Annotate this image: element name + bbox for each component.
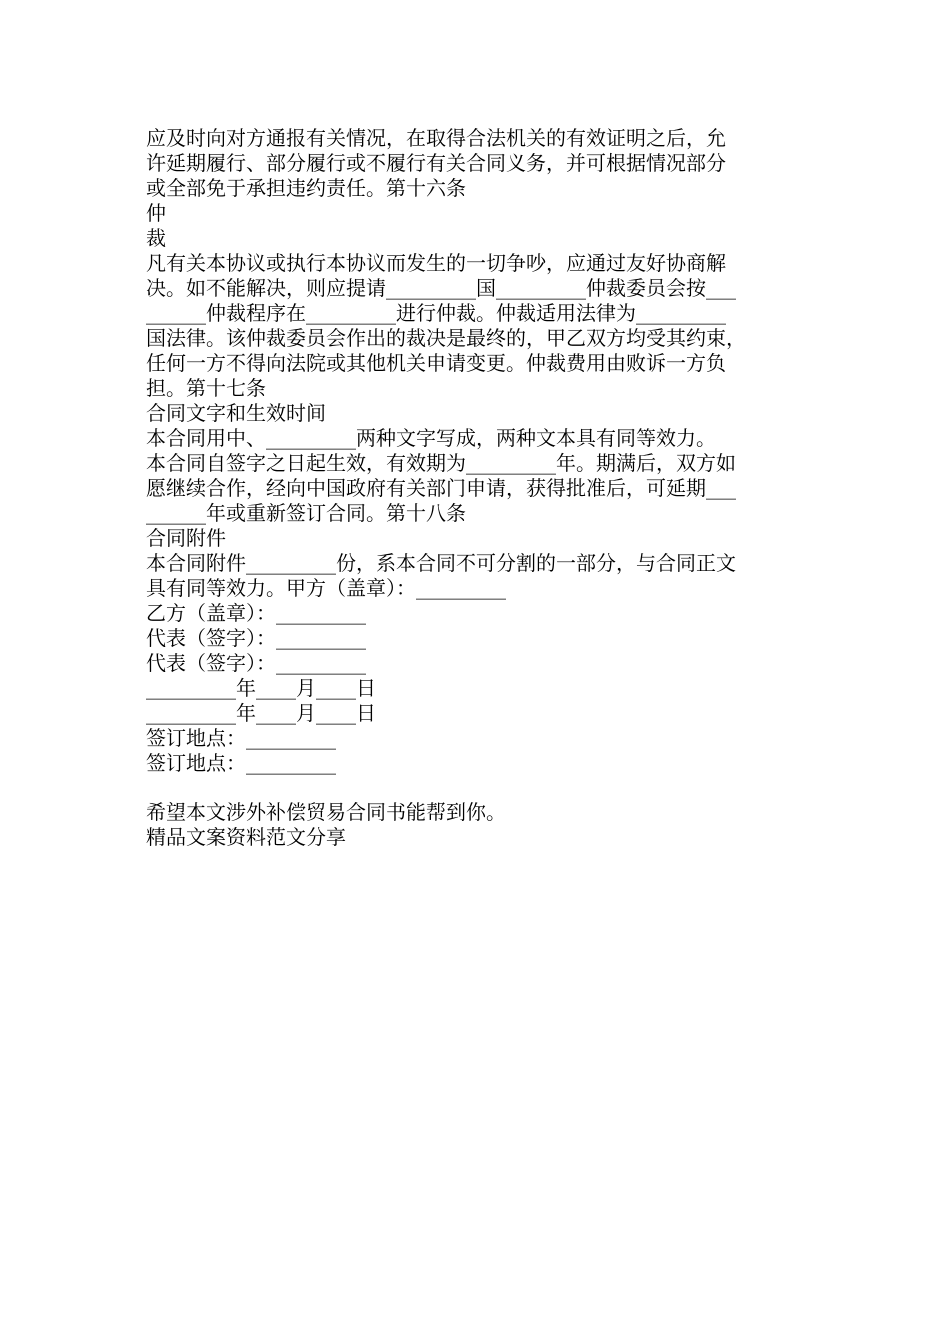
date-line: _________年____月____日	[146, 676, 376, 700]
date-line: _________年____月____日	[146, 701, 376, 725]
closing-line: 希望本文涉外补偿贸易合同书能帮到你。	[146, 800, 506, 824]
text-line: 本合同自签字之日起生效，有效期为_________年。期满后，双方如	[146, 451, 736, 475]
text-line: 凡有关本协议或执行本协议而发生的一切争吵，应通过友好协商解	[146, 251, 726, 275]
text-line: 决。如不能解决，则应提请_________国_________仲裁委员会按___	[146, 276, 736, 300]
text-line: 许延期履行、部分履行或不履行有关合同义务，并可根据情况部分	[146, 151, 726, 175]
text-line: 本合同附件_________份，系本合同不可分割的一部分，与合同正文	[146, 551, 736, 575]
text-line: 本合同用中、_________两种文字写成，两种文本具有同等效力。	[146, 426, 716, 450]
text-line: 裁	[146, 226, 166, 250]
text-line: 担。第十七条	[146, 376, 266, 400]
section-heading: 合同文字和生效时间	[146, 401, 326, 425]
signature-line: 乙方（盖章）：_________	[146, 601, 366, 625]
text-line: 任何一方不得向法院或其他机关申请变更。仲裁费用由败诉一方负	[146, 351, 726, 375]
paragraph-gap	[146, 776, 806, 800]
text-line: 应及时向对方通报有关情况，在取得合法机关的有效证明之后，允	[146, 126, 726, 150]
signing-place-line: 签订地点：_________	[146, 726, 336, 750]
text-line: 或全部免于承担违约责任。第十六条	[146, 176, 466, 200]
signature-line: 代表（签字）：_________	[146, 626, 366, 650]
text-line: ______仲裁程序在_________进行仲裁。仲裁适用法律为_________	[146, 301, 726, 325]
text-line: 具有同等效力。甲方（盖章）：_________	[146, 576, 506, 600]
signature-line: 代表（签字）：_________	[146, 651, 366, 675]
text-line: ______年或重新签订合同。第十八条	[146, 501, 466, 525]
text-line: 国法律。该仲裁委员会作出的裁决是最终的，甲乙双方均受其约束，	[146, 326, 746, 350]
closing-line: 精品文案资料范文分享	[146, 825, 346, 849]
document-body	[146, 126, 806, 850]
text-line: 愿继续合作，经向中国政府有关部门申请，获得批准后，可延期___	[146, 476, 736, 500]
signing-place-line: 签订地点：_________	[146, 751, 336, 775]
section-heading: 合同附件	[146, 526, 226, 550]
text-line: 仲	[146, 201, 166, 225]
